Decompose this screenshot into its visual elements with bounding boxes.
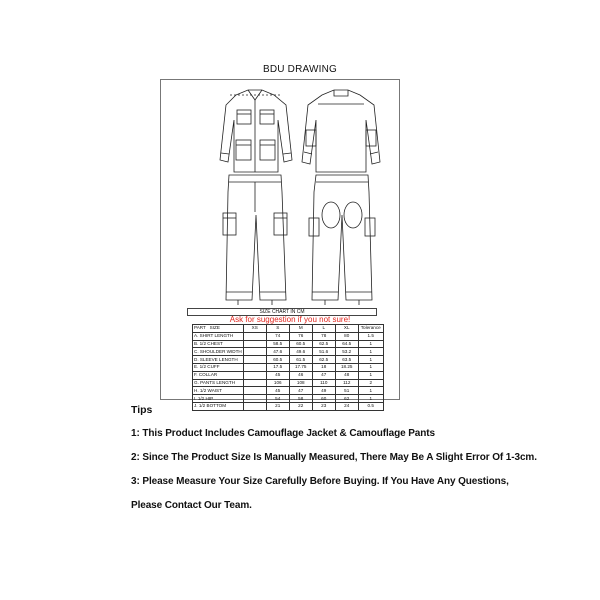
row-label: A. SHIRT LENGTH — [193, 332, 244, 340]
row-label: C. SHOULDER WIDTH — [194, 348, 242, 354]
row-label: F. COLLAR — [193, 371, 244, 379]
tip-4: Please Contact Our Team. — [131, 500, 252, 511]
row-label: E. 1/2 CUFF — [193, 363, 244, 371]
pants-front-drawing — [223, 175, 287, 305]
size-table-row — [193, 379, 384, 387]
tolerance-cell: 2 — [358, 379, 383, 387]
drawing-title: BDU DRAWING — [262, 64, 338, 75]
tolerance-cell: 1 — [358, 387, 383, 395]
size-value-cell — [243, 332, 266, 340]
size-value-cell: 18 — [312, 363, 335, 371]
size-value-cell: 54 — [266, 395, 289, 403]
size-value-cell: 62 — [335, 395, 358, 403]
row-label: G. PANTS LENGTH — [193, 379, 244, 387]
size-value-cell — [243, 363, 266, 371]
row-label: H. 1/2 WAIST — [193, 387, 244, 395]
header-size: SIZE — [209, 325, 220, 331]
size-value-cell: 60.5 — [289, 340, 312, 348]
size-header: L — [312, 325, 335, 333]
size-value-cell — [243, 340, 266, 348]
size-value-cell — [243, 371, 266, 379]
size-value-cell — [243, 348, 266, 356]
size-value-cell — [243, 379, 266, 387]
size-value-cell: 58 — [289, 395, 312, 403]
size-value-cell: 18.25 — [335, 363, 358, 371]
size-header: XL — [335, 325, 358, 333]
size-value-cell: 49 — [312, 387, 335, 395]
tolerance-cell: 0.5 — [358, 402, 383, 410]
size-table-row — [193, 356, 384, 364]
size-table-row — [193, 363, 384, 371]
size-value-cell: 49.6 — [289, 348, 312, 356]
tolerance-cell: 1 — [358, 371, 383, 379]
size-value-cell: 80 — [335, 332, 358, 340]
tolerance-cell: 1.5 — [358, 332, 383, 340]
size-value-cell: 47 — [312, 371, 335, 379]
size-table-row — [193, 371, 384, 379]
size-value-cell: 51.6 — [312, 348, 335, 356]
size-value-cell: 108 — [289, 379, 312, 387]
size-value-cell: 24 — [335, 402, 358, 410]
size-value-cell: 48 — [335, 371, 358, 379]
size-value-cell: 110 — [312, 379, 335, 387]
size-value-cell: 17.75 — [289, 363, 312, 371]
tolerance-cell: 1 — [358, 395, 383, 403]
size-chart-title: SIZE CHART IN CM — [187, 308, 377, 316]
row-label: I. 1/2 HIP — [193, 395, 244, 403]
size-value-cell: 60 — [312, 395, 335, 403]
tips-heading: Tips — [131, 404, 153, 416]
size-table-row — [193, 387, 384, 395]
size-table-row — [193, 402, 384, 410]
size-chart-table — [192, 324, 384, 411]
size-advice-note: Ask for suggestion if you not sure! — [229, 315, 351, 324]
size-value-cell: 51 — [335, 387, 358, 395]
size-value-cell: 58.5 — [266, 340, 289, 348]
jacket-back-drawing — [302, 90, 380, 172]
size-table-row — [193, 340, 384, 348]
jacket-front-drawing — [220, 90, 292, 172]
size-value-cell: 17.5 — [266, 363, 289, 371]
size-value-cell: 78 — [312, 332, 335, 340]
size-header: M — [289, 325, 312, 333]
size-value-cell — [243, 387, 266, 395]
size-value-cell: 47 — [289, 387, 312, 395]
size-value-cell — [243, 395, 266, 403]
row-label: D. SLEEVE LENGTH — [193, 356, 244, 364]
tip-2: 2: Since The Product Size Is Manually Measured, There May Be A Slight Error Of 1-3cm. — [131, 452, 537, 463]
size-value-cell — [243, 356, 266, 364]
tolerance-cell: 1 — [358, 356, 383, 364]
size-value-cell: 22 — [289, 402, 312, 410]
size-value-cell: 53.2 — [335, 348, 358, 356]
size-header: S — [266, 325, 289, 333]
size-value-cell: 63.5 — [335, 356, 358, 364]
size-value-cell: 45 — [266, 371, 289, 379]
size-value-cell: 45 — [266, 387, 289, 395]
size-table-row — [193, 395, 384, 403]
size-value-cell: 23 — [312, 402, 335, 410]
size-table-header — [193, 325, 384, 333]
tolerance-cell: 1 — [358, 363, 383, 371]
size-value-cell: 62.5 — [312, 356, 335, 364]
size-value-cell: 76 — [289, 332, 312, 340]
header-part-size — [193, 325, 244, 333]
tolerance-cell: 1 — [358, 348, 383, 356]
pants-back-drawing — [309, 175, 375, 305]
size-table-row — [193, 348, 384, 356]
size-value-cell: 46 — [289, 371, 312, 379]
size-value-cell: 21 — [266, 402, 289, 410]
size-header: XS — [243, 325, 266, 333]
size-value-cell: 74 — [266, 332, 289, 340]
tolerance-cell: 1 — [358, 340, 383, 348]
size-value-cell: 47.6 — [266, 348, 289, 356]
size-value-cell: 106 — [266, 379, 289, 387]
size-value-cell: 61.5 — [289, 356, 312, 364]
size-value-cell: 112 — [335, 379, 358, 387]
size-value-cell — [243, 402, 266, 410]
size-table-row — [193, 332, 384, 340]
tip-1: 1: This Product Includes Camouflage Jacket & Camouflage Pants — [131, 428, 435, 439]
tolerance-header: Tolerance — [358, 325, 383, 333]
size-value-cell: 62.5 — [312, 340, 335, 348]
row-label: J. 1/2 BOTTOM — [193, 402, 244, 410]
tip-3: 3: Please Measure Your Size Carefully Before Buying. If You Have Any Questions, — [131, 476, 509, 487]
size-value-cell: 64.5 — [335, 340, 358, 348]
header-part: PART — [194, 325, 206, 331]
row-label: B. 1/2 CHEST — [193, 340, 244, 348]
size-value-cell: 60.5 — [266, 356, 289, 364]
